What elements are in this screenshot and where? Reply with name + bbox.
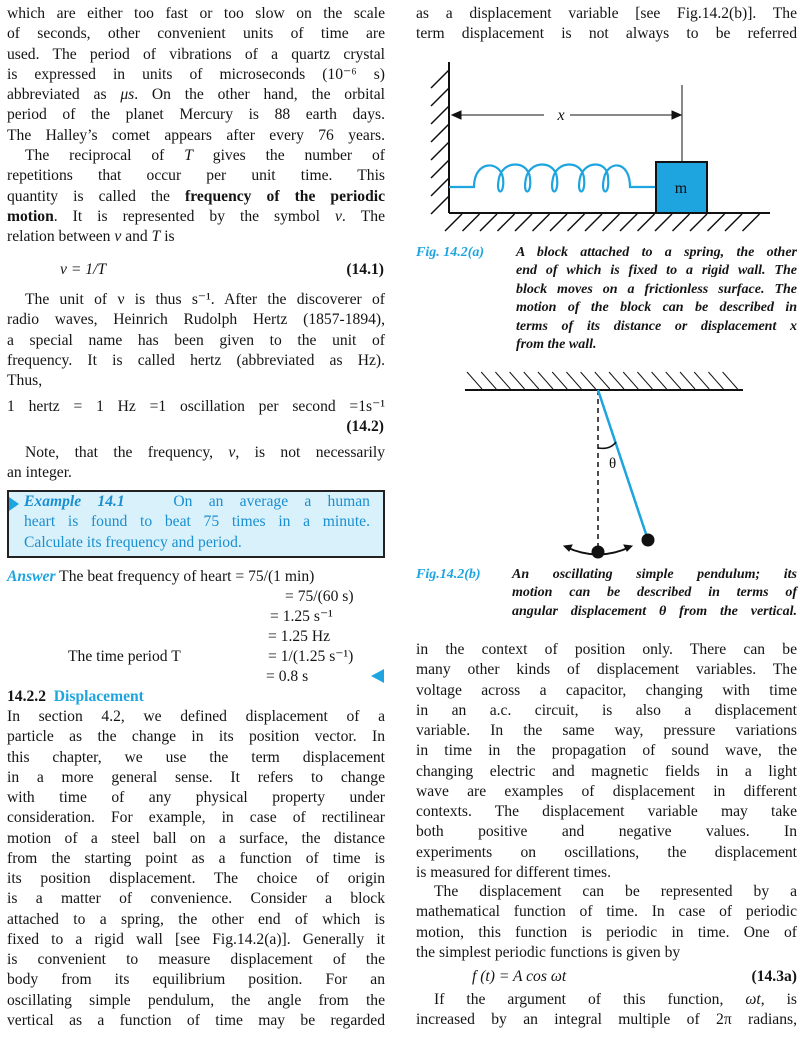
answer-step: = 75/(60 s) xyxy=(285,588,354,605)
text-span: with time of any physical property under xyxy=(7,789,385,806)
text-span: in a more general sense. It refers to change xyxy=(7,768,385,786)
text-span: radio waves, Heinrich Rudolph Hertz (1857-1894), xyxy=(7,311,385,329)
text-span: The unit of ν is thus s⁻¹. After the discoverer of xyxy=(25,291,385,308)
text-line xyxy=(416,923,797,943)
angle-arc xyxy=(598,442,616,448)
figure-b-caption xyxy=(512,566,797,621)
text-line xyxy=(416,882,797,902)
text-span: If the argument of this function, xyxy=(434,991,746,1008)
text-span: fixed to a rigid wall [see Fig.14.2(a)]. Generally it xyxy=(7,930,385,948)
text-span: The displacement can be represented by a xyxy=(434,883,797,900)
text-span: is convenient to measure displacement of the xyxy=(7,951,385,968)
x-label: x xyxy=(557,107,565,124)
text-span: attached to a spring, the other end of which is xyxy=(7,910,385,928)
text-span: gives the number of xyxy=(192,147,385,164)
text-line xyxy=(416,721,797,741)
text-span: particle as the change in its position vector. In xyxy=(7,728,385,746)
text-line xyxy=(416,843,797,863)
text-span: the simplest periodic functions is given by xyxy=(416,943,681,961)
text-span: in the context of position only. There can be xyxy=(416,641,797,658)
text-span: ν xyxy=(228,444,236,461)
text-line xyxy=(416,741,797,761)
text-line xyxy=(416,822,797,842)
spring-block-figure xyxy=(431,62,770,231)
text-span: , is not necessarily xyxy=(235,444,385,461)
equation-number-14-2: (14.2) xyxy=(346,418,384,435)
text-line xyxy=(416,782,797,802)
text-line xyxy=(516,262,797,280)
text-span: T xyxy=(151,228,161,245)
text-span: quantity is called the xyxy=(7,187,186,205)
example-line: On an average a human xyxy=(173,493,370,510)
answer-text: The beat frequency of heart = 75/(1 min) xyxy=(59,568,315,585)
text-span: of seconds, other convenient units of time are xyxy=(7,25,385,43)
example-line: Calculate its frequency and period. xyxy=(24,533,242,551)
figure-a-caption xyxy=(516,244,797,354)
answer-label: Answer xyxy=(7,568,56,585)
text-line xyxy=(512,584,797,602)
text-span: The Halley’s comet appears after every 76 years. xyxy=(7,126,385,144)
text-span: voltage across a capacitor, changing with time xyxy=(416,681,797,699)
equation-number-14-1: (14.1) xyxy=(346,261,384,278)
pendulum-figure xyxy=(465,372,743,558)
text-line xyxy=(516,336,797,354)
text-line xyxy=(416,640,797,660)
text-span: both positive and negative values. In xyxy=(416,823,797,841)
arrow-head-left xyxy=(452,111,461,119)
equation-14-1: ν = 1/T xyxy=(60,261,107,278)
text-span: μs xyxy=(120,86,135,103)
text-span: A block attached to a spring, the other xyxy=(516,245,797,260)
text-span: block moves on a frictionless surface. The xyxy=(516,281,797,297)
paragraph-argument xyxy=(416,990,797,1031)
text-span: a special name has been given to the unit of xyxy=(7,331,385,349)
text-span: is xyxy=(160,228,175,245)
text-span: variable. In the same way, pressure variations xyxy=(416,722,797,739)
text-line xyxy=(416,1010,797,1030)
text-span: An oscillating simple pendulum; its xyxy=(512,567,797,582)
text-span: oscillating simple pendulum, the angle from the xyxy=(7,991,385,1009)
answer-step: = 1.25 s⁻¹ xyxy=(270,608,333,625)
text-span: is expressed in units of microseconds (10⁻⁶ s) xyxy=(7,65,385,83)
figure-a-label: Fig. 14.2(a) xyxy=(416,245,485,260)
theta-label: θ xyxy=(609,456,617,472)
text-span: body from its equilibrium position. For an xyxy=(7,971,385,989)
text-span: angular displacement θ from the vertical. xyxy=(512,603,797,619)
text-span: and xyxy=(121,228,152,245)
text-span: vertical as a function of time may be regarded xyxy=(7,1011,385,1029)
text-span: ν xyxy=(114,228,122,245)
text-span: from the wall. xyxy=(516,336,597,352)
arrow-head-right xyxy=(672,111,681,119)
text-span: which are either too fast or too slow on the scale xyxy=(7,5,385,22)
mass-label: m xyxy=(674,180,688,197)
paragraph-periodic-function xyxy=(416,882,797,963)
text-span: changing electric and magnetic fields in a light xyxy=(416,762,797,780)
text-line xyxy=(416,701,797,721)
text-span: . It is represented by the symbol xyxy=(53,207,335,225)
text-span: ωt xyxy=(745,991,761,1008)
paragraph-displacement-kinds xyxy=(416,640,797,883)
text-span: motion can be described in terms of xyxy=(512,585,797,601)
text-span: motion xyxy=(7,207,54,225)
equation-14-3a: f (t) = A cos ωt xyxy=(472,968,567,985)
text-span: . The xyxy=(341,207,386,225)
text-span: ν xyxy=(334,207,342,225)
text-span: In section 4.2, we defined displacement of a xyxy=(7,708,385,725)
text-span: experiments on oscillations, the displacement xyxy=(416,843,797,861)
text-span: as a displacement variable [see Fig.14.2(b)]. The xyxy=(416,5,797,22)
answer-step: = 0.8 s xyxy=(266,668,309,685)
text-line xyxy=(416,762,797,782)
pendulum-string xyxy=(598,390,648,540)
text-span: increased by an integral multiple of 2π radians, xyxy=(416,1011,797,1029)
answer-period-label: The time period T xyxy=(68,648,181,665)
equation-14-2-expr: 1 hertz = 1 Hz =1 oscillation per second =1s⁻¹ xyxy=(7,398,385,415)
text-line xyxy=(516,244,797,262)
section-title: Displacement xyxy=(53,688,144,705)
example-label: Example 14.1 xyxy=(24,493,125,510)
text-span: contexts. The displacement variable may take xyxy=(416,803,797,820)
text-span: in time in the propagation of sound wave, the xyxy=(416,742,797,760)
text-span: abbreviated as xyxy=(7,86,121,103)
text-span: period of the planet Mercury is 88 earth days. xyxy=(7,106,385,124)
text-span: Note, that the frequency, xyxy=(25,444,229,461)
text-span: motion, this function is periodic in time. One of xyxy=(416,923,797,941)
wall-hatching xyxy=(431,70,449,214)
text-span: is measured for different times. xyxy=(416,863,612,881)
text-span: frequency of the periodic xyxy=(185,187,385,205)
text-span: Thus, xyxy=(7,372,43,389)
text-span: its position displacement. The choice of origin xyxy=(7,870,385,887)
text-span: The reciprocal of xyxy=(25,147,185,164)
text-line xyxy=(416,802,797,822)
text-span: T xyxy=(184,147,193,164)
answer-step: = 1.25 Hz xyxy=(268,628,331,645)
text-span: frequency. It is called hertz (abbreviated as Hz). xyxy=(7,351,385,369)
text-span: terms of its distance or displacement x xyxy=(516,318,797,334)
text-line xyxy=(516,299,797,317)
text-span: , is xyxy=(760,991,797,1008)
spring xyxy=(449,165,656,192)
text-span: consideration. For example, in case of rectilinear xyxy=(7,809,385,827)
text-span: relation between xyxy=(7,228,115,245)
text-span: motion of the block can be described in xyxy=(516,300,797,316)
text-span: repetitions that occur per unit time. This xyxy=(7,167,385,185)
text-span: term displacement is not always to be referred xyxy=(416,25,797,43)
text-line xyxy=(512,566,797,584)
answer-step: = 1/(1.25 s⁻¹) xyxy=(268,648,354,665)
text-line xyxy=(416,943,797,963)
text-span: many other kinds of displacement variables. The xyxy=(416,661,797,679)
text-span: is a matter of convenience. Consider a block xyxy=(7,890,385,908)
floor-hatching xyxy=(445,214,760,231)
text-line xyxy=(416,863,797,883)
text-span: . On the other hand, the orbital xyxy=(134,86,385,103)
text-span: an integer. xyxy=(7,464,72,482)
bob-rest xyxy=(592,546,604,558)
text-span: from the starting point as a function of time is xyxy=(7,849,385,867)
text-line xyxy=(416,902,797,922)
text-span: this chapter, we use the term displacement xyxy=(7,748,385,766)
section-number: 14.2.2 xyxy=(7,688,46,705)
text-span: used. The period of vibrations of a quartz crystal xyxy=(7,45,385,63)
text-span: motion of a steel ball on a surface, the distance xyxy=(7,829,385,847)
text-span: end of which is fixed to a rigid wall. The xyxy=(516,263,797,279)
text-line xyxy=(416,990,797,1010)
text-line xyxy=(416,660,797,680)
figure-b-label: Fig.14.2(b) xyxy=(416,567,481,582)
bob-displaced xyxy=(642,534,654,546)
ceiling-hatching xyxy=(467,372,738,389)
text-span: wave are examples of displacement in different xyxy=(416,782,797,800)
example-line: heart is found to beat 75 times in a minute. xyxy=(24,513,370,531)
text-line xyxy=(512,603,797,621)
text-line xyxy=(516,318,797,336)
equation-number-14-3a: (14.3a) xyxy=(751,968,797,985)
text-line xyxy=(516,281,797,299)
text-line xyxy=(416,681,797,701)
text-span: in an a.c. circuit, is also a displacement xyxy=(416,701,797,719)
text-span: mathematical function of time. In case of periodic xyxy=(416,903,797,921)
